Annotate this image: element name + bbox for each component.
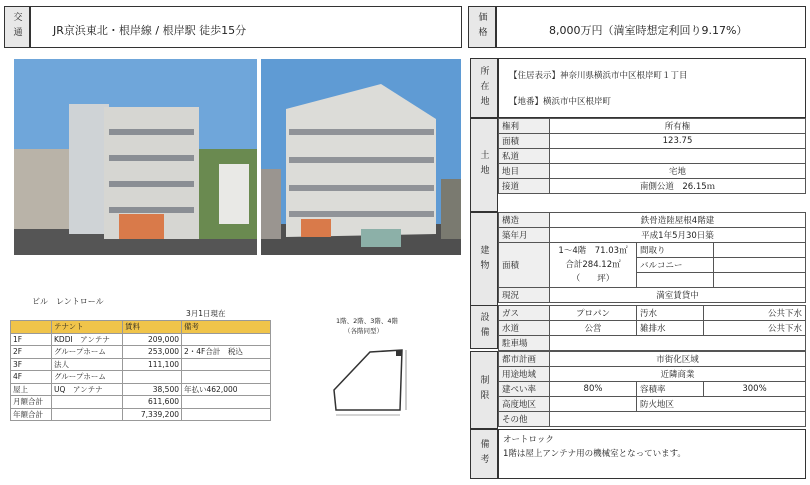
rent-roll-row [11, 358, 271, 371]
rent-roll-row [11, 346, 271, 359]
rent-cell-tenant: グループホーム [52, 371, 123, 384]
building-table [498, 212, 806, 303]
land-value: 所有権 [550, 119, 806, 134]
rent-roll-header-row [11, 321, 271, 334]
rent-cell-floor: 屋上 [11, 383, 52, 396]
structure-key: 構造 [499, 213, 550, 228]
rent-cell-tenant [52, 408, 123, 421]
rent-header-tenant: テナント [52, 321, 123, 334]
height-value [550, 397, 637, 412]
price-text: 8,000万円（満室時想定利回り9.17%） [496, 6, 806, 48]
area-value [550, 243, 637, 288]
rent-roll-row [11, 396, 271, 409]
gas-key: ガス [499, 306, 550, 321]
land-key: 権利 [499, 119, 550, 134]
land-value [550, 149, 806, 164]
rent-cell-tenant: KDDI アンテナ [52, 333, 123, 346]
location-box [498, 58, 806, 118]
notes-box [498, 429, 806, 479]
water-value: 公営 [550, 321, 637, 336]
plan-key: 都市計画 [499, 352, 550, 367]
fire-zone: 防火地区 [637, 397, 806, 412]
land-key: 接道 [499, 179, 550, 194]
far-value: 300% [704, 382, 806, 397]
bcr-key: 建ぺい率 [499, 382, 550, 397]
rent-roll-table [10, 320, 271, 421]
rent-cell-rent: 209,000 [123, 333, 182, 346]
land-value: 宅地 [550, 164, 806, 179]
rent-header-rent: 賃料 [123, 321, 182, 334]
rent-cell-floor: 1F [11, 333, 52, 346]
rent-cell-rent: 611,600 [123, 396, 182, 409]
notes-label: 備考 [470, 429, 498, 479]
floorplan-diagram [322, 340, 422, 420]
status-value: 満室賃貸中 [550, 288, 806, 303]
rent-cell-floor: 年額合計 [11, 408, 52, 421]
zone-value: 近隣商業 [550, 367, 806, 382]
rent-cell-rent: 7,339,200 [123, 408, 182, 421]
land-row [499, 164, 806, 179]
balcony-value [714, 258, 806, 273]
price-label: 価格 [468, 6, 496, 48]
structure-value: 鉄骨造陸屋根4階建 [550, 213, 806, 228]
parking-value [550, 336, 806, 351]
zone-key: 用途地域 [499, 367, 550, 382]
rent-header-floor [11, 321, 52, 334]
building-photo-angle [261, 59, 461, 255]
rent-cell-floor: 2F [11, 346, 52, 359]
rent-cell-rent: 38,500 [123, 383, 182, 396]
rent-cell-note [182, 408, 271, 421]
bcr-value: 80% [550, 382, 637, 397]
rent-cell-note [182, 371, 271, 384]
rent-roll-title: ビル レントロール [32, 297, 104, 306]
restrictions-label: 制限 [470, 351, 498, 429]
rent-cell-tenant: グループホーム [52, 346, 123, 359]
rent-roll-row [11, 333, 271, 346]
rent-cell-note [182, 358, 271, 371]
land-row [499, 134, 806, 149]
lot-address: 【地番】横浜市中区根岸町 [509, 97, 612, 107]
rent-cell-floor: 4F [11, 371, 52, 384]
location-label: 所在地 [470, 58, 498, 118]
drain-value: 公共下水 [704, 321, 806, 336]
rent-cell-tenant [52, 396, 123, 409]
land-key: 私道 [499, 149, 550, 164]
restrictions-table [498, 351, 806, 427]
area-key: 面積 [499, 243, 550, 288]
facilities-label: 設備 [470, 305, 498, 349]
land-table [498, 118, 806, 194]
sewage-key: 汚水 [637, 306, 704, 321]
plan-value: 市街化区域 [550, 352, 806, 367]
area-line-1: 1～4階 71.03㎡ [558, 246, 628, 256]
rent-roll-date: 3月1日現在 [186, 309, 226, 318]
rent-roll-row [11, 383, 271, 396]
rent-cell-tenant: 法人 [52, 358, 123, 371]
height-key: 高度地区 [499, 397, 550, 412]
rent-cell-tenant: UQ アンテナ [52, 383, 123, 396]
rent-cell-note: 2・4F合計 税込 [182, 346, 271, 359]
access-label: 交通 [4, 6, 30, 48]
layout-value [714, 243, 806, 258]
rent-cell-rent: 253,000 [123, 346, 182, 359]
land-row [499, 149, 806, 164]
floorplan-caption: 1階、2階、3階、4階 [336, 317, 399, 325]
rent-cell-note [182, 333, 271, 346]
notes-line-2: 1階は屋上アンテナ用の機械室となっています。 [503, 449, 686, 459]
rent-cell-floor: 月額合計 [11, 396, 52, 409]
rent-cell-rent: 111,100 [123, 358, 182, 371]
rent-roll-row [11, 371, 271, 384]
sewage-value: 公共下水 [704, 306, 806, 321]
floorplan-caption-sub: （各階同型） [344, 327, 383, 335]
land-value: 南側公道 26.15ｍ [550, 179, 806, 194]
far-key: 容積率 [637, 382, 704, 397]
drain-key: 雑排水 [637, 321, 704, 336]
land-value: 123.75 [550, 134, 806, 149]
land-key: 地目 [499, 164, 550, 179]
water-key: 水道 [499, 321, 550, 336]
building-label: 建物 [470, 212, 498, 307]
gas-value: プロパン [550, 306, 637, 321]
building-photo-front [14, 59, 257, 255]
rent-cell-note [182, 396, 271, 409]
parking-key: 駐車場 [499, 336, 550, 351]
land-label: 土地 [470, 118, 498, 212]
land-row [499, 119, 806, 134]
status-key: 現況 [499, 288, 550, 303]
area-line-3: （ 坪） [571, 274, 615, 284]
access-text: JR京浜東北・根岸線 / 根岸駅 徒歩15分 [30, 6, 462, 48]
rent-cell-floor: 3F [11, 358, 52, 371]
land-row [499, 179, 806, 194]
display-address: 【住居表示】神奈川県横浜市中区根岸町１丁目 [509, 71, 688, 81]
rent-header-note: 備考 [182, 321, 271, 334]
rent-cell-note: 年払い462,000 [182, 383, 271, 396]
layout-key: 間取り [637, 243, 714, 258]
balcony-key: バルコニー [637, 258, 714, 273]
area-line-2: 合計284.12㎡ [565, 260, 621, 270]
built-key: 築年月 [499, 228, 550, 243]
facilities-table [498, 305, 806, 351]
other-key: その他 [499, 412, 550, 427]
other-value [550, 412, 806, 427]
land-key: 面積 [499, 134, 550, 149]
notes-line-1: オートロック [503, 435, 554, 445]
built-value: 平成1年5月30日築 [550, 228, 806, 243]
rent-roll-row [11, 408, 271, 421]
rent-cell-rent [123, 371, 182, 384]
